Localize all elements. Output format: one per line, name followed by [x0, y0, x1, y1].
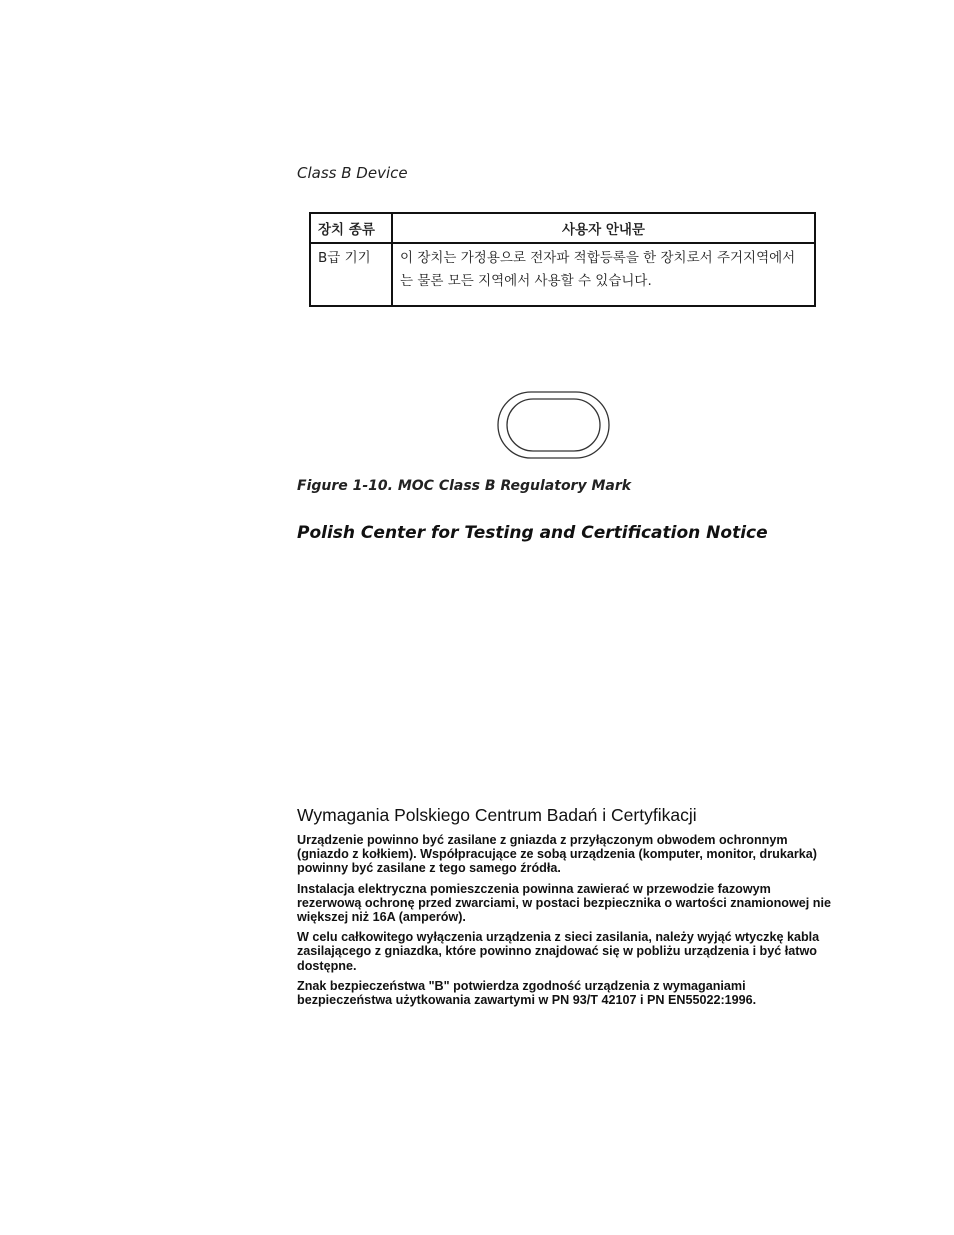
polish-paragraph: Instalacja elektryczna pomieszczenia powinna zawierać w przewodzie fazowym rezerwową ochronę przed zwarciami, w postaci bezpiecznika o wartości znamionowej nie większej niż 16A (amperów).: [297, 881, 831, 925]
table-cell-device-type: B급 기기: [310, 243, 392, 306]
table-cell-user-notice: 이 장치는 가정용으로 전자파 적합등록을 한 장치로서 주거지역에서는 물론 모든 지역에서 사용할 수 있습니다.: [392, 243, 815, 306]
device-class-label: Class B Device: [297, 164, 408, 182]
polish-paragraph: Urządzenie powinno być zasilane z gniazda z przyłączonym obwodem ochronnym (gniazdo z kołkiem). Współpracujące ze sobą urządzenia (komputer, monitor, drukarka) powinny być zasilane z tego samego źródła.: [297, 833, 817, 876]
moc-class-b-mark-icon: [497, 391, 610, 459]
column-header-user-notice: 사용자 안내문: [392, 213, 815, 243]
polish-paragraph: Znak bezpieczeństwa "B" potwierdza zgodność urządzenia z wymaganiami bezpieczeństwa użytkowania zawartymi w PN 93/T 42107 i PN EN55022:1996.: [297, 978, 757, 1008]
column-header-device-type: 장치 종류: [310, 213, 392, 243]
polish-body: [297, 833, 837, 1013]
table-row: [310, 243, 815, 306]
section-heading: Polish Center for Testing and Certification Notice: [297, 523, 768, 543]
table-header-row: [310, 213, 815, 243]
polish-heading: Wymagania Polskiego Centrum Badań i Certyfikacji: [297, 805, 697, 825]
figure-caption: Figure 1-10. MOC Class B Regulatory Mark: [297, 478, 632, 494]
polish-paragraph: W celu całkowitego wyłączenia urządzenia z sieci zasilania, należy wyjąć wtyczkę kabla zasilającego z gniazdka, które powinno znajdować się w pobliżu urządzenia i być łatwo dostępne.: [297, 930, 820, 973]
korean-notice-table: [309, 212, 816, 307]
